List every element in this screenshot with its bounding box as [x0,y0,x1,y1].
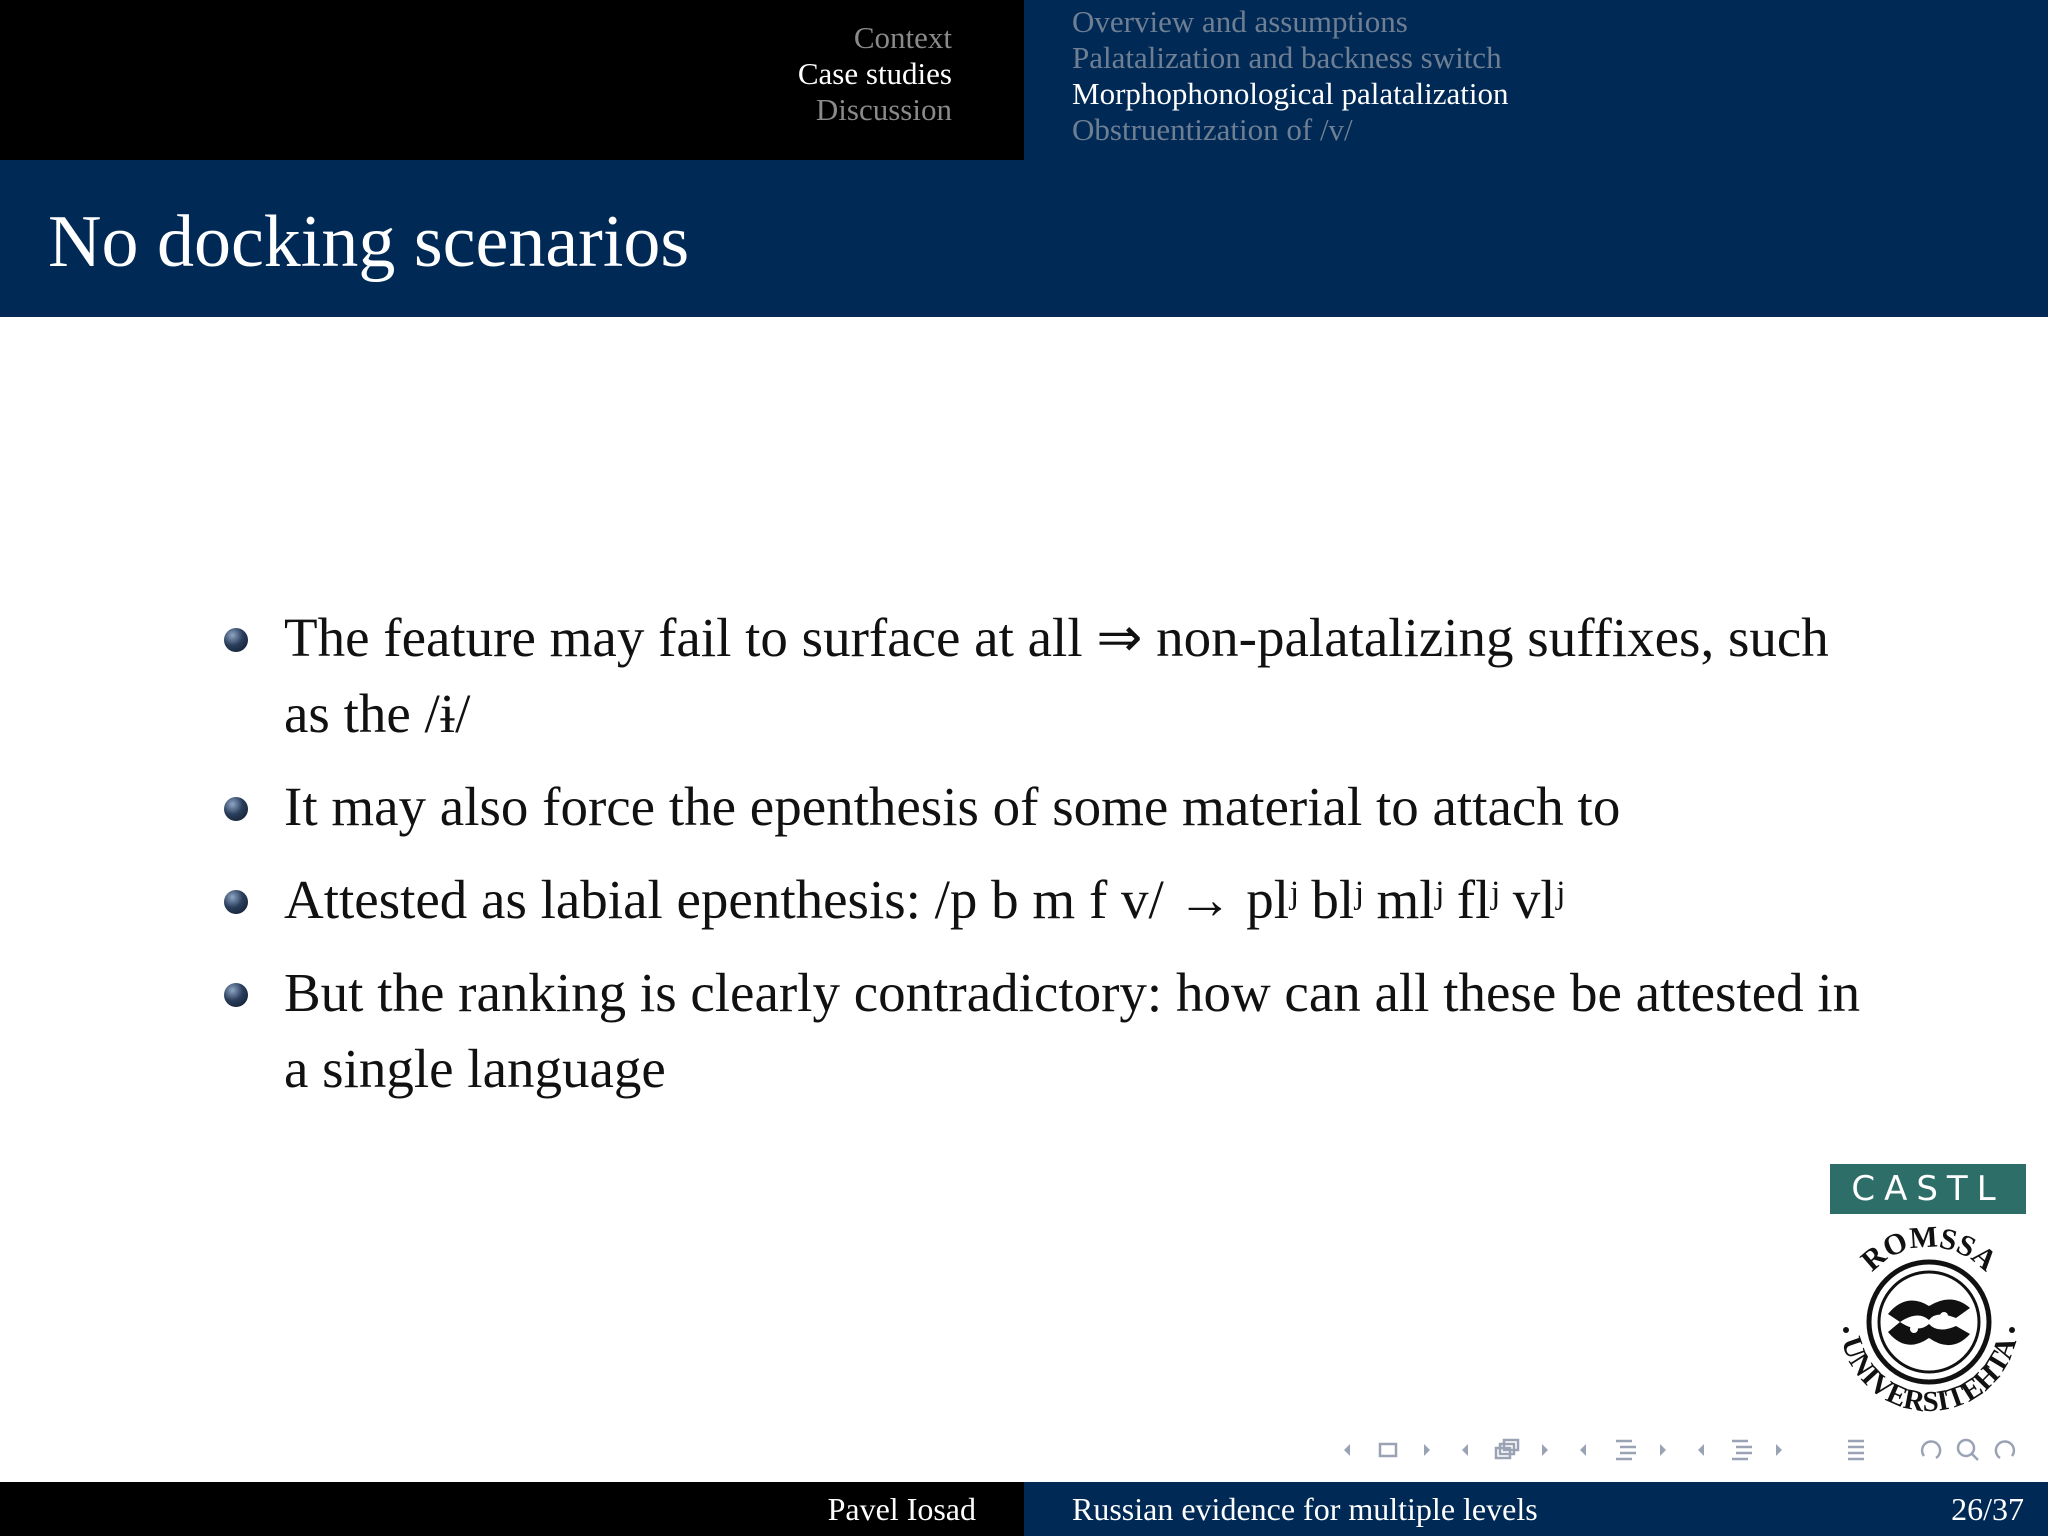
outline-icon[interactable] [1848,1441,1864,1459]
bullet-icon [224,983,248,1007]
beamer-navigation-symbols [1336,1432,2026,1468]
slide-title: No docking scenarios [48,201,690,283]
section-nav [798,20,952,128]
redo-icon[interactable] [1996,1441,2014,1458]
section-case-studies[interactable]: Case studies [797,56,952,91]
prev-section-icon[interactable] [1580,1444,1586,1456]
seal-top-text: ROMSSA [1854,1222,2004,1278]
footer-title: Russian evidence for multiple levels [1072,1491,1538,1527]
next-section-icon[interactable] [1660,1444,1666,1456]
list-item [220,769,1880,845]
section-discussion[interactable]: Discussion [815,92,952,127]
university-seal-logo [1826,1222,2032,1422]
list-item [220,600,1880,752]
next-part-icon[interactable] [1776,1444,1782,1456]
list-item [220,955,1880,1107]
footer-author-panel [0,1482,1024,1536]
undo-icon[interactable] [1922,1441,1940,1458]
search-icon[interactable] [1958,1440,1978,1460]
bullet-text: But the ranking is clearly contradictory: how can all these be attested in a single language [284,962,1861,1099]
header-subsections-panel [1024,0,2048,160]
header-sections-panel [0,0,1024,160]
frame-icon[interactable] [1380,1444,1396,1456]
prev-frame-icon[interactable] [1344,1444,1350,1456]
castl-logo: CASTL [1830,1164,2026,1214]
section-context[interactable]: Context [853,20,952,55]
footer-author: Pavel Iosad [827,1491,976,1527]
page-number: 26/37 [1951,1491,2024,1527]
prev-part-icon[interactable] [1698,1444,1704,1456]
slide-content [220,600,1880,1124]
section-icon[interactable] [1616,1441,1636,1459]
next-frame-icon[interactable] [1424,1444,1430,1456]
subsection-icon[interactable] [1496,1440,1518,1458]
bullet-text: It may also force the epenthesis of some material to attach to [284,776,1621,837]
frame-title-bar [0,160,2048,317]
part-icon[interactable] [1732,1441,1752,1459]
bullet-text: Attested as labial epenthesis: /p b m f v/ → plʲ blʲ mlʲ flʲ vlʲ [284,869,1565,930]
subsection-overview[interactable]: Overview and assumptions [1072,4,1408,39]
bullet-icon [224,890,248,914]
subsection-palatalization-backness[interactable]: Palatalization and backness switch [1072,40,1502,75]
seal-bottom-text: UNIVERSITEHTA [1834,1332,2024,1419]
subsection-nav [1072,4,1508,148]
subsection-morphophonological[interactable]: Morphophonological palatalization [1072,76,1509,111]
bullet-icon [224,797,248,821]
list-item [220,862,1880,938]
subsection-obstruentization[interactable]: Obstruentization of /v/ [1072,112,1353,147]
next-subsection-icon[interactable] [1542,1444,1548,1456]
bullet-text: The feature may fail to surface at all ⇒ non-palatalizing suffixes, such as the /ɨ/ [284,607,1829,744]
footer-title-panel [1024,1482,2048,1536]
prev-subsection-icon[interactable] [1462,1444,1468,1456]
bullet-icon [224,628,248,652]
